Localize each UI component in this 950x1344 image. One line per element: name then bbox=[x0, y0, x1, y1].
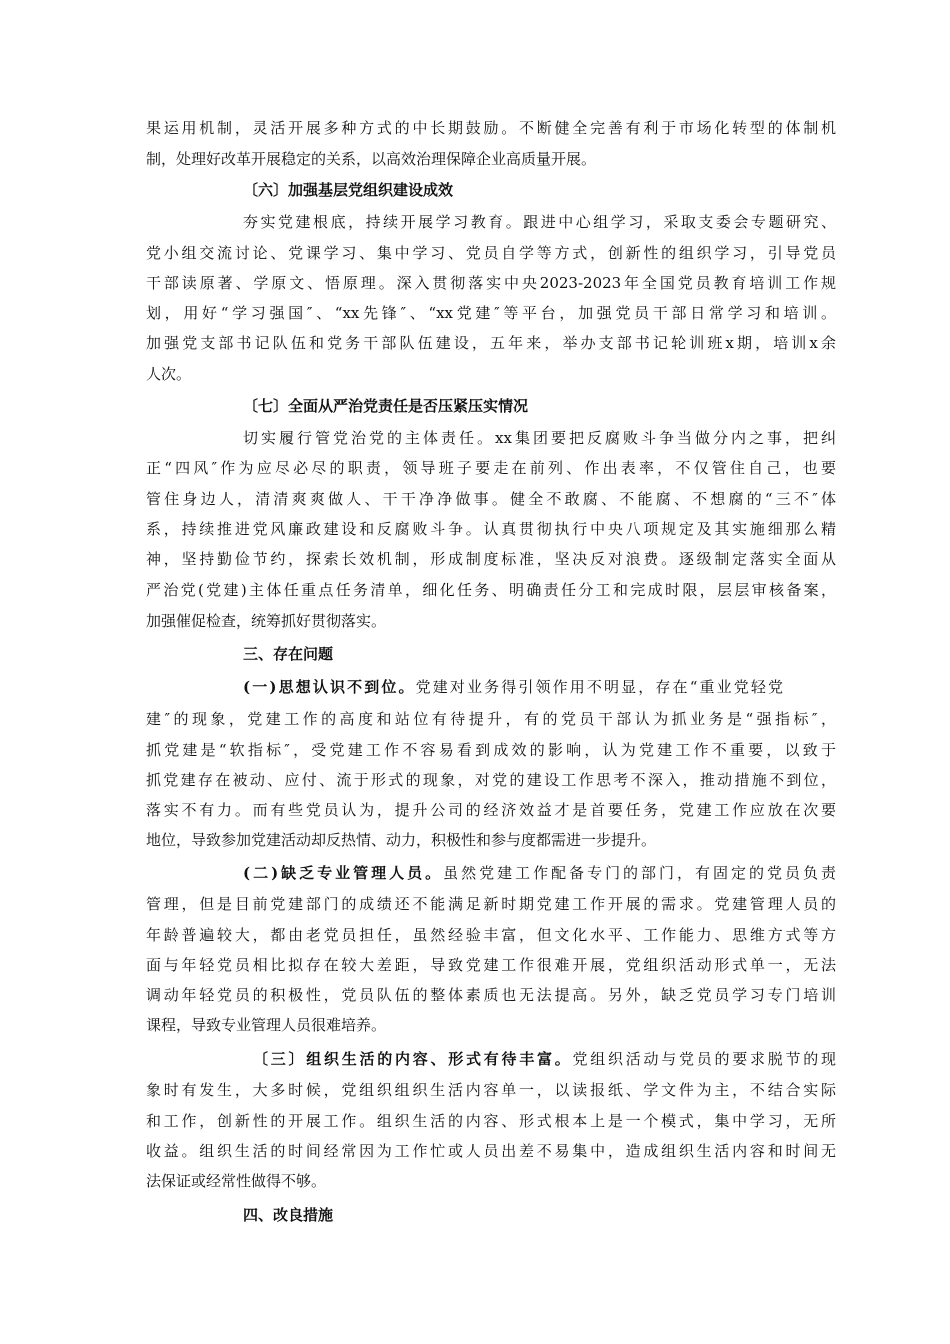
body-text-line: 加强党支部书记队伍和党务干部队伍建设，五年来，举办支部书记轮训班x期，培训x余 bbox=[146, 334, 836, 352]
section-heading: 四、改良措施 bbox=[243, 1206, 334, 1224]
body-text-line: 神，坚持勤俭节约，探索长效机制，形成制度标准，坚决反对浪费。逐级制定落实全面从 bbox=[146, 550, 836, 568]
body-text-line: 落实不有力。而有些党员认为，提升公司的经济效益才是首要任务，党建工作应放在次要 bbox=[146, 801, 836, 819]
body-text-line: 抓党建是“软指标″，受党建工作不容易看到成效的影响，认为党建工作不重要，以致于 bbox=[146, 741, 836, 759]
body-text-line: 收益。组织生活的时间经常因为工作忙或人员出差不易集中，造成组织生活内容和时间无 bbox=[146, 1142, 836, 1160]
body-text-line: 抓党建存在被动、应付、流于形式的现象，对党的建设工作思考不深入，推动措施不到位， bbox=[146, 771, 836, 789]
problem-title: (二)缺乏专业管理人员。 bbox=[243, 864, 444, 882]
body-text-line: 加强催促检查，统筹抓好贯彻落实。 bbox=[146, 612, 387, 630]
body-text-line: 和工作，创新性的开展工作。组织生活的内容、形式根本上是一个模式，集中学习，无所 bbox=[146, 1112, 836, 1130]
body-text-line: 地位，导致参加党建活动却反热情、动力，积极性和参与度都需进一步提升。 bbox=[146, 831, 657, 849]
body-text-line: 划，用好“学习强国″、“xx先锋″、“xx党建″等平台，加强党员干部日常学习和培训。 bbox=[146, 304, 836, 322]
body-text-line: 年龄普遍较大，都由老党员担任，虽然经验丰富，但文化水平、工作能力、思维方式等方 bbox=[146, 926, 836, 944]
body-text-line: 夯实党建根底，持续开展学习教育。跟进中心组学习，采取支委会专题研究、 bbox=[243, 213, 836, 231]
body-text-line: 制，处理好改革开展稳定的关系，以高效治理保障企业高质量开展。 bbox=[146, 150, 597, 168]
body-text-line: 党小组交流讨论、党课学习、集中学习、党员自学等方式，创新性的组织学习，引导党员 bbox=[146, 244, 836, 262]
body-text-line: 正“四风″作为应尽必尽的职责，领导班子要走在前列、作出表率，不仅管住自己，也要 bbox=[146, 459, 836, 477]
body-text-line: 面与年轻党员相比拟存在较大差距，导致党建工作很难开展，党组织活动形式单一，无法 bbox=[146, 956, 836, 974]
body-text-line: 调动年轻党员的积极性，党员队伍的整体素质也无法提高。另外，缺乏党员学习专门培训 bbox=[146, 986, 836, 1004]
body-text-line: 建″的现象，党建工作的高度和站位有待提升，有的党员干部认为抓业务是“强指标″， bbox=[146, 710, 836, 728]
body-text-line: 法保证或经常性做得不够。 bbox=[146, 1172, 327, 1190]
body-text-line: 人次。 bbox=[146, 365, 192, 383]
problem-title: (一)思想认识不到位。 bbox=[243, 678, 416, 696]
body-text-line: 象时有发生，大多时候，党组织组织生活内容单一，以读报纸、学文件为主，不结合实际 bbox=[146, 1081, 836, 1099]
body-text-line: 切实履行管党治党的主体责任。xx集团要把反腐败斗争当做分内之事，把纠 bbox=[243, 429, 836, 447]
body-text-line: (二)缺乏专业管理人员。虽然党建工作配备专门的部门，有固定的党员负责 bbox=[243, 864, 836, 882]
body-text-line: 严治党(党建)主体任重点任务清单，细化任务、明确责任分工和完成时限，层层审核备案， bbox=[146, 581, 836, 599]
body-text-line: 干部读原著、学原文、悟原理。深入贯彻落实中央2023-2023年全国党员教育培训工作规 bbox=[146, 274, 836, 292]
section-heading: 三、存在问题 bbox=[243, 645, 334, 663]
body-text-line: 管理，但是目前党建部门的成绩还不能满足新时期党建工作开展的需求。党建管理人员的 bbox=[146, 895, 836, 913]
body-text-line: 管住身边人，清清爽爽做人、干干净净做事。健全不敢腐、不能腐、不想腐的“三不″体 bbox=[146, 490, 836, 508]
body-text-line: 系，持续推进党风廉政建设和反腐败斗争。认真贯彻执行中央八项规定及其实施细那么精 bbox=[146, 520, 836, 538]
subsection-heading: 〔七〕全面从严治党责任是否压紧压实情况 bbox=[243, 397, 529, 415]
body-text-line: 〔三〕组织生活的内容、形式有待丰富。党组织活动与党员的要求脱节的现 bbox=[253, 1050, 836, 1068]
body-text-line: (一)思想认识不到位。党建对业务得引领作用不明显，存在“重业党轻党 bbox=[243, 678, 784, 696]
problem-title: 〔三〕组织生活的内容、形式有待丰富。 bbox=[253, 1050, 573, 1068]
body-text-line: 课程，导致专业管理人员很难培养。 bbox=[146, 1016, 387, 1034]
body-text-line: 果运用机制，灵活开展多种方式的中长期鼓励。不断健全完善有利于市场化转型的体制机 bbox=[146, 119, 836, 137]
subsection-heading: 〔六〕加强基层党组织建设成效 bbox=[243, 181, 454, 199]
